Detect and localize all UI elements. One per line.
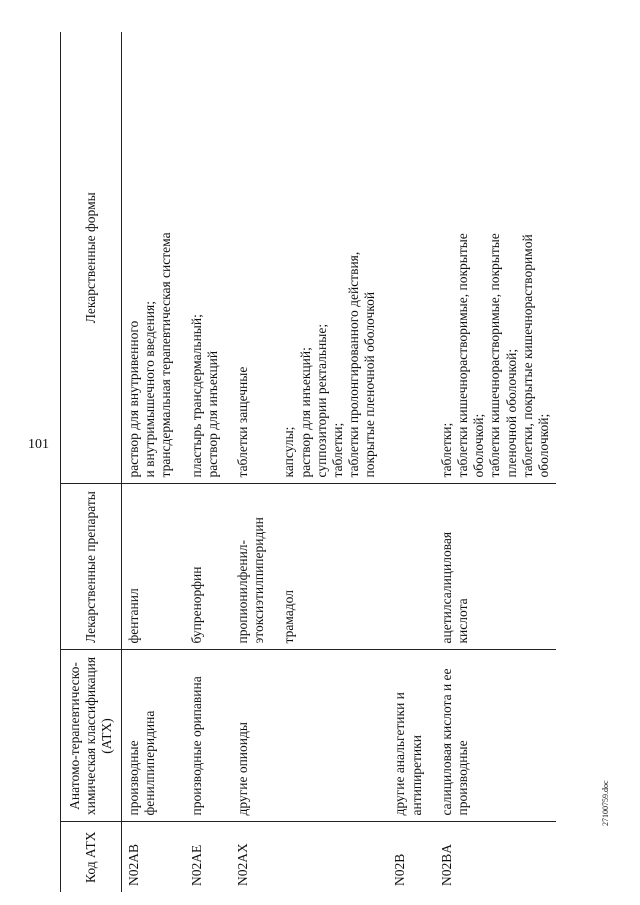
- forms-cell: [185, 32, 225, 484]
- table-row: [231, 32, 271, 892]
- document-id: 27100759.doc: [601, 780, 610, 826]
- drug-cell: бупренорфин: [185, 484, 225, 650]
- form-line: пленочной оболочкой;: [503, 348, 519, 478]
- code-cell: N02BA: [435, 822, 556, 892]
- forms-cell: [388, 32, 428, 484]
- header-atc: Анатомо-терапевтическо-химическая классификация (АТХ): [61, 650, 122, 822]
- atc-cell: салициловая кислота и ее производные: [435, 650, 556, 822]
- forms-cell: [122, 32, 179, 484]
- atc-cell: другие анальгетики и антипиретики: [388, 650, 428, 822]
- table-row: [277, 32, 382, 892]
- form-line: капсулы;: [281, 426, 297, 478]
- form-line: таблетки пролонгированного действия,: [346, 251, 362, 478]
- form-line: суппозитории ректальные;: [313, 323, 329, 478]
- form-line: таблетки, покрытые кишечнорастворимой: [519, 234, 535, 478]
- rotated-table-container: [60, 32, 590, 892]
- code-cell: N02AX: [231, 822, 271, 892]
- forms-cell: [277, 32, 382, 484]
- forms-cell: [435, 32, 556, 484]
- atc-cell: производные орипавина: [185, 650, 225, 822]
- code-cell: N02B: [388, 822, 428, 892]
- form-line: пластырь трансдермальный;: [188, 314, 204, 478]
- code-cell: N02AB: [122, 822, 179, 892]
- form-line: таблетки защечные: [234, 366, 250, 478]
- form-line: оболочкой;: [471, 413, 487, 478]
- drug-cell: ацетилсалициловая кислота: [435, 484, 556, 650]
- form-line: раствор для внутривенного: [126, 320, 141, 478]
- table-row: [388, 32, 428, 892]
- table-header-row: [61, 32, 122, 892]
- form-line: трансдермальная терапевтическая система: [158, 232, 174, 478]
- header-drug: Лекарственные препараты: [61, 484, 122, 650]
- forms-cell: [231, 32, 271, 484]
- page-number: 101: [28, 437, 49, 452]
- form-line: таблетки;: [329, 422, 345, 478]
- atc-cell: другие опиоиды: [231, 650, 271, 822]
- form-line: таблетки кишечнорастворимые, покрытые: [487, 233, 503, 478]
- form-line: раствор для инъекций: [204, 350, 220, 478]
- table-row: [435, 32, 556, 892]
- form-line: и внутримышечного введения;: [142, 301, 158, 478]
- table-row: [122, 32, 179, 892]
- drug-cell: [388, 484, 428, 650]
- table-row: [185, 32, 225, 892]
- atc-cell: [277, 650, 382, 822]
- drug-table: [60, 32, 556, 892]
- drug-cell: пропионилфенил-этоксиэтилпиперидин: [231, 484, 271, 650]
- form-line: оболочкой;: [535, 413, 551, 478]
- drug-cell: трамадол: [277, 484, 382, 650]
- code-cell: [277, 822, 382, 892]
- form-line: раствор для инъекций;: [297, 347, 313, 478]
- header-forms: Лекарственные формы: [61, 32, 122, 484]
- table-body: [122, 32, 557, 892]
- form-line: таблетки кишечнорастворимые, покрытые: [455, 233, 470, 478]
- drug-cell: фентанил: [122, 484, 179, 650]
- code-cell: N02AE: [185, 822, 225, 892]
- atc-cell: производные фенилпиперидина: [122, 650, 179, 822]
- header-code: Код АТХ: [61, 822, 122, 892]
- form-line: таблетки;: [438, 422, 454, 478]
- form-line: покрытые пленочной оболочкой: [362, 291, 378, 478]
